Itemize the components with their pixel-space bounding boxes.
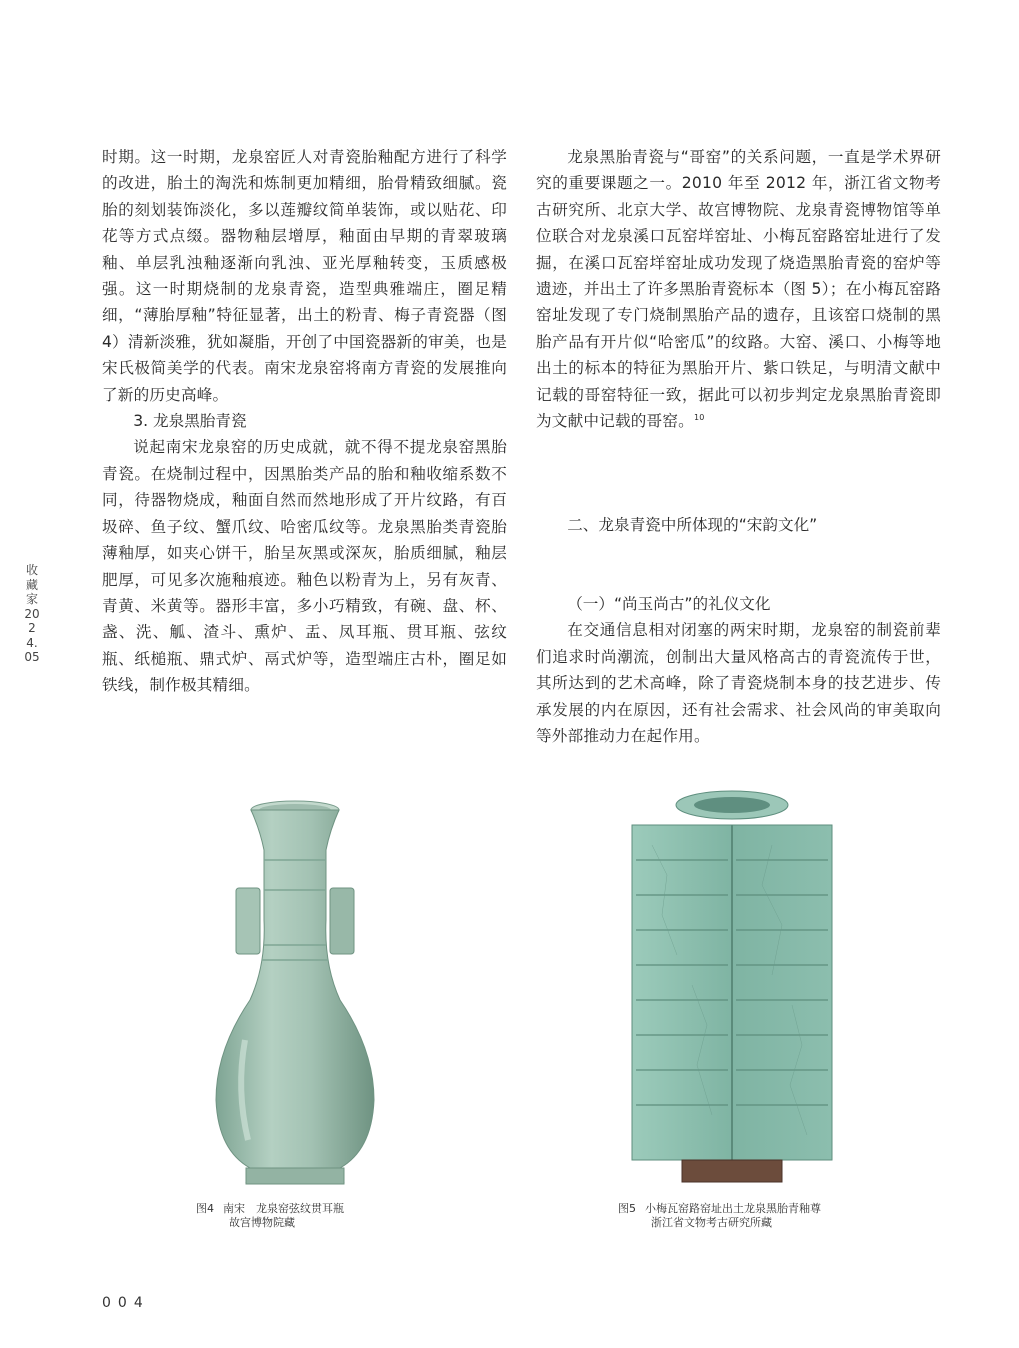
caption-5-line-1 bbox=[618, 1202, 821, 1216]
left-paragraph-1: 时期。这一时期，龙泉窑匠人对青瓷胎釉配方进行了科学的改进，胎土的淘洗和炼制更加精细，胎骨精致细腻。瓷胎的刻划装饰淡化，多以莲瓣纹简单装饰，或以贴花、印花等方式点缀。器物釉层增厚，釉面由早期的青翠玻璃釉、单层乳浊釉逐渐向乳浊、亚光厚釉转变，玉质感极强。这一时期烧制的龙泉青瓷，造型典雅端庄，圈足精细，“薄胎厚釉”特征显著，出土的粉青、梅子青瓷器（图 4）清新淡雅，犹如凝脂，开创了中国瓷器新的审美，也是宋氏极简美学的代表。南宋龙泉窑将南方青瓷的发展推向了新的历史高峰。 bbox=[102, 148, 507, 404]
caption-5-number: 图5 bbox=[618, 1202, 636, 1215]
figure-5-cong-vase bbox=[622, 785, 842, 1195]
caption-4-number: 图4 bbox=[196, 1202, 214, 1215]
figure-4-vase bbox=[200, 790, 390, 1195]
section-heading: 二、龙泉青瓷中所体现的“宋韵文化” bbox=[567, 516, 818, 535]
page-number: 004 bbox=[102, 1295, 150, 1311]
footnote-ref: 10 bbox=[693, 412, 705, 422]
left-column bbox=[102, 144, 507, 699]
caption-4-line-2: 故宫博物院藏 bbox=[229, 1216, 295, 1229]
right-paragraph-1-text: 龙泉黑胎青瓷与“哥窑”的关系问题，一直是学术界研究的重要课题之一。2010 年至 2012 年，浙江省文物考古研究所、北京大学、故宫博物院、龙泉青瓷博物馆等单位联合对龙泉溪口瓦窑垟窑址、小梅瓦窑路窑址进行了发掘，在溪口瓦窑垟窑址成功发现了烧造黑胎青瓷的窑炉等遗迹，并出土了许多黑胎青瓷标本（图 5）；在小梅瓦窑路窑址发现了专门烧制黑胎产品的遗存，且该窑口烧制的黑胎产品有开片似“哈密瓜”的纹路。大窑、溪口、小梅等地出土的标本的特征为黑胎开片、紫口铁足，与明清文献中记载的哥窑特征一致，据此可以初步判定龙泉黑胎青瓷即为文献中记载的哥窑。 bbox=[536, 148, 941, 431]
right-paragraph-1 bbox=[536, 144, 941, 434]
right-column bbox=[536, 144, 941, 749]
figure-5-caption bbox=[618, 1202, 821, 1230]
subsection-heading: （一）“尚玉尚古”的礼仪文化 bbox=[567, 594, 771, 613]
caption-4-title: 南宋 龙泉窑弦纹贯耳瓶 bbox=[223, 1202, 344, 1215]
right-paragraph-2: 在交通信息相对闭塞的两宋时期，龙泉窑的制瓷前辈们追求时尚潮流，创制出大量风格高古的青瓷流传于世，其所达到的艺术高峰，除了青瓷烧制本身的技艺进步、传承发展的内在原因，还有社会需求、社会风尚的审美取向等外部推动力在起作用。 bbox=[536, 621, 941, 745]
caption-5-line-2: 浙江省文物考古研究所藏 bbox=[651, 1216, 772, 1229]
subheading-black-body-celadon: 3. 龙泉黑胎青瓷 bbox=[133, 412, 247, 431]
left-paragraph-2: 说起南宋龙泉窑的历史成就，就不得不提龙泉窑黑胎青瓷。在烧制过程中，因黑胎类产品的胎和釉收缩系数不同，待器物烧成，釉面自然而然地形成了开片纹路，有百圾碎、鱼子纹、蟹爪纹、哈密瓜纹等。龙泉黑胎类青瓷胎薄釉厚，如夹心饼干，胎呈灰黑或深灰，胎质细腻，釉层肥厚，可见多次施釉痕迹。釉色以粉青为上，另有灰青、青黄、米黄等。器形丰富，多小巧精致，有碗、盘、杯、盏、洗、觚、渣斗、熏炉、盂、凤耳瓶、贯耳瓶、弦纹瓶、纸槌瓶、鼎式炉、鬲式炉等，造型端庄古朴，圈足如铁线，制作极其精细。 bbox=[102, 438, 507, 695]
celadon-vase-image bbox=[200, 790, 390, 1195]
caption-4-line-1 bbox=[196, 1202, 344, 1216]
cong-vase-image bbox=[622, 785, 842, 1195]
caption-5-title: 小梅瓦窑路窑址出土龙泉黑胎青釉尊 bbox=[645, 1202, 821, 1215]
figure-4-caption bbox=[196, 1202, 344, 1230]
journal-side-label: 收藏家 2024.05 bbox=[24, 563, 40, 664]
